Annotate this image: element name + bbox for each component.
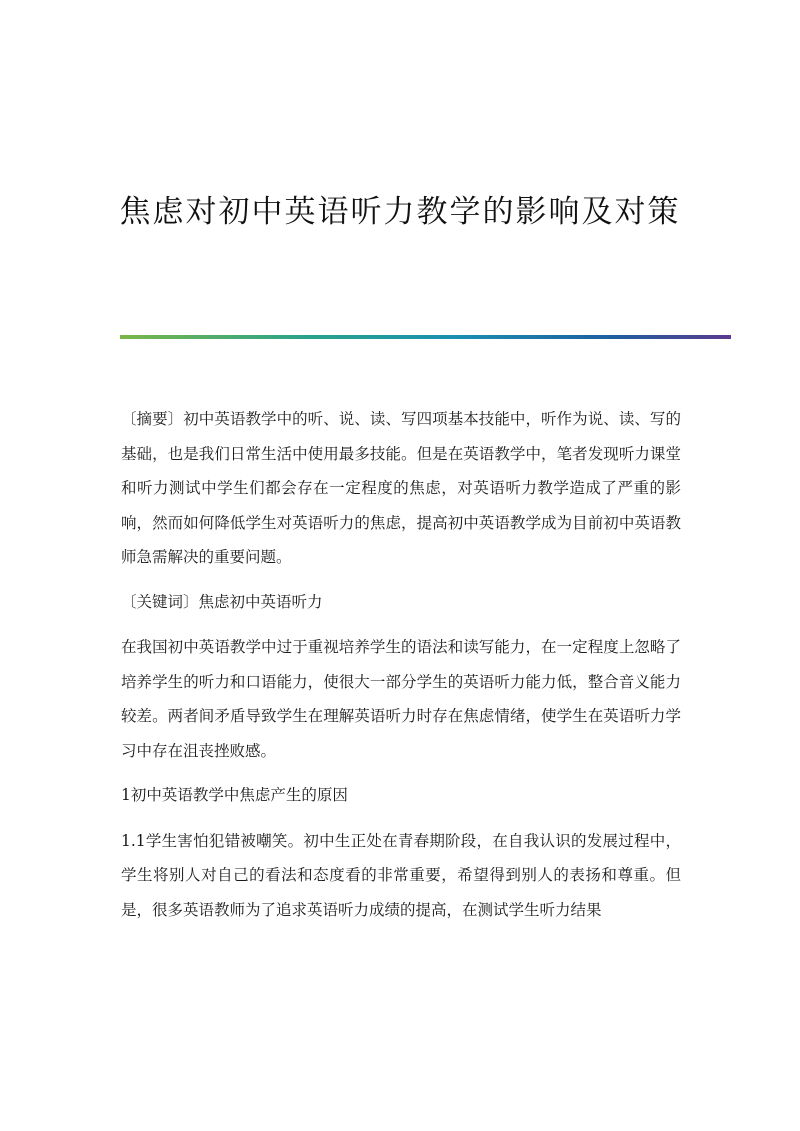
keywords-paragraph: 〔关键词〕焦虑初中英语听力 [121,592,323,611]
intro-paragraph: 在我国初中英语教学中过于重视培养学生的语法和读写能力，在一定程度上忽略了培养学生的听力和口语能力，使很大一部分学生的英语听力能力低，整合音义能力较差。两者间矛盾导致学生在理解英语听力时存在焦虑情绪，使学生在英语听力学习中存在沮丧挫败感。 [121,638,681,760]
abstract-paragraph: 〔摘要〕初中英语教学中的听、说、读、写四项基本技能中，听作为说、读、写的基础，也是我们日常生活中使用最多技能。但是在英语教学中，笔者发现听力课堂和听力测试中学生们都会存在一定程度的焦虑，对英语听力教学造成了严重的影响，然而如何降低学生对英语听力的焦虑，提高初中英语教学成为目前初中英语教师急需解决的重要问题。 [121,410,681,566]
document-body [121,402,681,937]
document-title: 焦虑对初中英语听力教学的影响及对策 [119,194,681,230]
section-heading: 1初中英语教学中焦虑产生的原因 [121,786,348,804]
title-divider [120,335,731,339]
subsection-paragraph: 1.1学生害怕犯错被嘲笑。初中生正处在青春期阶段，在自我认识的发展过程中，学生将别人对自己的看法和态度看的非常重要，希望得到别人的表扬和尊重。但是，很多英语教师为了追求英语听力成绩的提高，在测试学生听力结果 [121,831,681,919]
